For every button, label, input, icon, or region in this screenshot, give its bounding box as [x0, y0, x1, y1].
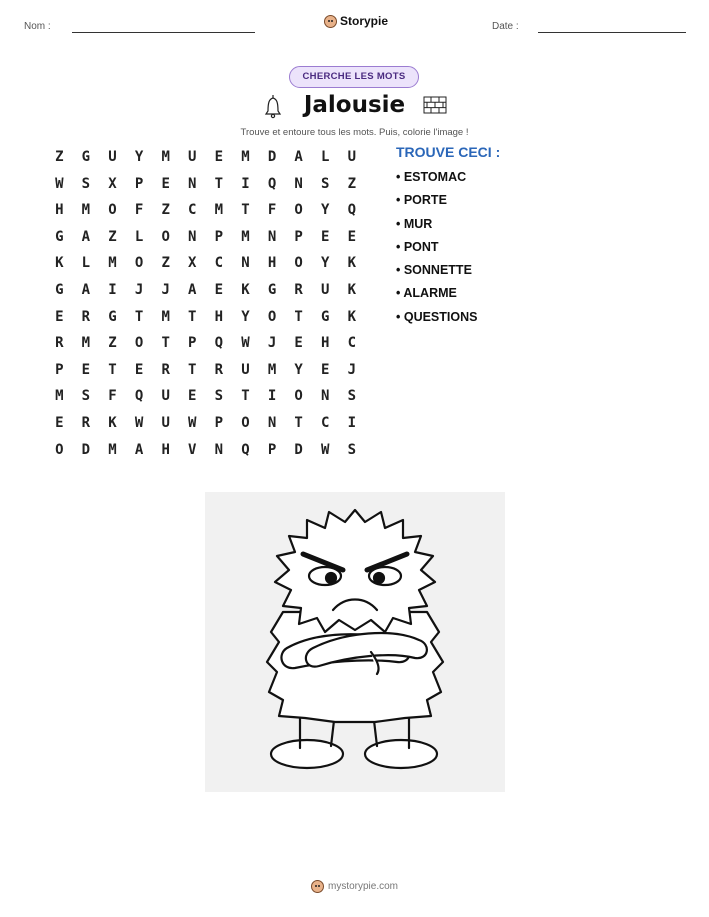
grid-letter: F — [134, 202, 144, 219]
grid-letter: O — [55, 441, 64, 458]
grid-letter: M — [81, 202, 91, 219]
grid-letter: H — [267, 255, 277, 272]
grid-letter: U — [241, 361, 250, 378]
grid-row — [46, 413, 365, 440]
instructions: Trouve et entoure tous les mots. Puis, colorie l'image ! — [240, 127, 469, 138]
grid-letter: A — [81, 228, 91, 245]
grid-letter: Y — [321, 202, 330, 219]
grid-letter: O — [241, 414, 250, 431]
grid-letter: A — [188, 281, 197, 298]
grid-letter: I — [241, 175, 250, 192]
grid-letter: W — [134, 414, 144, 431]
grid-letter: S — [81, 175, 91, 192]
grid-row — [46, 227, 365, 254]
grid-letter: K — [55, 255, 64, 272]
grid-letter: P — [134, 175, 144, 192]
grid-letter: Z — [161, 202, 170, 219]
grid-letter: A — [134, 441, 144, 458]
word-item: • QUESTIONS — [396, 309, 478, 324]
grid-letter: E — [161, 175, 170, 192]
grid-letter: N — [241, 255, 250, 272]
brick-wall-icon — [423, 96, 447, 119]
grid-letter: M — [267, 361, 277, 378]
grid-letter: T — [214, 175, 224, 192]
grid-letter: T — [294, 308, 303, 325]
grid-letter: T — [241, 202, 250, 219]
word-item: • ESTOMAC — [396, 170, 467, 184]
grid-letter: P — [294, 228, 303, 245]
grid-letter: O — [134, 255, 144, 272]
grid-letter: I — [267, 388, 277, 405]
grid-letter: C — [214, 255, 224, 272]
grid-letter: P — [214, 228, 224, 245]
grid-letter: G — [321, 308, 330, 325]
grid-letter: J — [347, 361, 357, 378]
grid-row — [46, 307, 365, 334]
grid-letter: M — [241, 149, 250, 165]
grid-letter: N — [267, 414, 277, 431]
grid-letter: G — [108, 308, 117, 325]
grid-letter: H — [55, 202, 64, 219]
grid-letter: N — [321, 388, 330, 405]
grid-letter: K — [347, 308, 357, 325]
grid-letter: K — [108, 414, 117, 431]
grid-letter: E — [214, 149, 224, 165]
grid-letter: L — [321, 149, 330, 165]
grid-letter: N — [267, 228, 277, 245]
grid-letter: S — [214, 388, 224, 405]
grid-letter: H — [161, 441, 170, 458]
grid-letter: Z — [161, 255, 170, 272]
grid-row — [46, 147, 365, 174]
grid-letter: M — [161, 308, 170, 325]
grid-letter: E — [321, 228, 330, 245]
grid-letter: W — [188, 414, 197, 431]
grid-letter: T — [161, 335, 170, 352]
name-label: Nom : — [24, 21, 51, 32]
grid-letter: T — [108, 361, 117, 378]
grid-letter: P — [55, 361, 64, 378]
grid-letter: X — [108, 175, 117, 192]
grid-letter: N — [214, 441, 224, 458]
grid-letter: K — [347, 255, 357, 272]
grid-letter: M — [214, 202, 224, 219]
grid-letter: A — [294, 149, 303, 165]
grid-letter: Z — [108, 228, 117, 245]
grid-letter: U — [161, 388, 170, 405]
grid-letter: E — [55, 308, 64, 325]
grid-letter: O — [294, 388, 303, 405]
grid-letter: E — [294, 335, 303, 352]
grid-letter: T — [294, 414, 303, 431]
grid-letter: I — [108, 281, 117, 298]
grid-letter: G — [55, 228, 64, 245]
grid-letter: Q — [267, 175, 277, 192]
footer-url: mystorypie.com — [327, 881, 398, 892]
grid-letter: D — [267, 149, 277, 165]
date-label: Date : — [492, 21, 519, 32]
grid-letter: M — [55, 388, 64, 405]
grid-letter: N — [188, 228, 197, 245]
grid-letter: S — [321, 175, 330, 192]
grid-letter: G — [55, 281, 64, 298]
grid-letter: F — [108, 388, 117, 405]
grid-letter: R — [214, 361, 224, 378]
grid-letter: C — [321, 414, 330, 431]
grid-letter: Q — [214, 335, 224, 352]
grid-letter: O — [108, 202, 117, 219]
grid-letter: E — [55, 414, 64, 431]
grid-letter: G — [81, 149, 91, 165]
grid-row — [46, 440, 365, 467]
grid-letter: E — [347, 228, 357, 245]
grid-row — [46, 360, 365, 387]
coloring-illustration — [205, 492, 505, 792]
grid-letter: T — [188, 308, 197, 325]
grid-row — [46, 333, 365, 360]
grid-letter: Y — [294, 361, 303, 378]
word-item: • PONT — [396, 239, 439, 254]
grid-letter: M — [108, 441, 117, 458]
grid-letter: K — [347, 281, 357, 298]
word-item: • SONNETTE — [396, 263, 472, 278]
grid-row — [46, 280, 365, 307]
grid-letter: O — [161, 228, 170, 245]
grid-letter: H — [214, 308, 224, 325]
grid-letter: Y — [241, 308, 250, 325]
grid-letter: M — [161, 149, 170, 165]
grid-letter: D — [294, 441, 303, 458]
grid-letter: U — [188, 149, 197, 165]
grid-letter: T — [134, 308, 144, 325]
grid-row — [46, 200, 365, 227]
grid-letter: Z — [55, 149, 64, 165]
grid-letter: Y — [321, 255, 330, 272]
grid-letter: M — [108, 255, 117, 272]
name-line — [72, 32, 255, 33]
grid-letter: L — [134, 228, 144, 245]
grid-letter: S — [81, 388, 91, 405]
grid-letter: P — [188, 335, 197, 352]
grid-letter: R — [81, 414, 91, 431]
grid-letter: M — [81, 335, 91, 352]
grid-letter: Q — [241, 441, 250, 458]
grid-letter: U — [321, 281, 330, 298]
grid-letter: W — [55, 175, 64, 192]
grid-row — [46, 386, 365, 413]
brand-logo — [324, 14, 388, 28]
grid-letter: I — [347, 414, 357, 431]
grid-letter: E — [214, 281, 224, 298]
word-item: • MUR — [396, 216, 433, 231]
grid-letter: O — [294, 255, 303, 272]
grid-row — [46, 253, 365, 280]
grid-letter: E — [188, 388, 197, 405]
grid-letter: S — [347, 441, 357, 458]
grid-letter: H — [321, 335, 330, 352]
grid-letter: T — [188, 361, 197, 378]
grid-letter: J — [161, 281, 170, 298]
grid-letter: O — [267, 308, 277, 325]
grid-letter: O — [294, 202, 303, 219]
page-title: Jalousie — [303, 92, 406, 118]
grid-letter: Q — [134, 388, 144, 405]
footer — [0, 880, 709, 893]
grumpy-fuzzy-monster-icon — [205, 492, 505, 792]
word-list — [396, 144, 500, 329]
grid-letter: O — [134, 335, 144, 352]
word-item: • ALARME — [396, 286, 457, 301]
letter-grid — [46, 147, 365, 466]
grid-row — [46, 174, 365, 201]
grid-letter: R — [294, 281, 303, 298]
grid-letter: S — [347, 388, 357, 405]
grid-letter: P — [214, 414, 224, 431]
word-list-title: TROUVE CECI : — [396, 144, 501, 160]
grid-letter: U — [108, 149, 117, 165]
grid-letter: L — [81, 255, 91, 272]
grid-letter: Z — [347, 175, 357, 192]
grid-letter: A — [81, 281, 91, 298]
grid-letter: C — [347, 335, 357, 352]
grid-letter: D — [81, 441, 91, 458]
activity-badge: CHERCHE LES MOTS — [289, 66, 419, 88]
grid-letter: Q — [347, 202, 357, 219]
grid-letter: R — [81, 308, 91, 325]
grid-letter: N — [188, 175, 197, 192]
grid-letter: Y — [134, 149, 144, 165]
grid-letter: K — [241, 281, 250, 298]
storypie-mascot-icon — [311, 880, 324, 893]
word-item: • PORTE — [396, 193, 447, 208]
grid-letter: U — [161, 414, 170, 431]
grid-letter: C — [188, 202, 197, 219]
grid-letter: J — [267, 335, 277, 352]
grid-letter: E — [321, 361, 330, 378]
title-row — [0, 92, 709, 118]
grid-letter: E — [81, 361, 91, 378]
grid-letter: W — [321, 441, 330, 458]
grid-letter: J — [134, 281, 144, 298]
grid-letter: N — [294, 175, 303, 192]
grid-letter: X — [188, 255, 197, 272]
grid-letter: W — [241, 335, 250, 352]
grid-letter: T — [241, 388, 250, 405]
grid-letter: Z — [108, 335, 117, 352]
grid-letter: F — [267, 202, 277, 219]
grid-letter: E — [134, 361, 144, 378]
bell-icon — [262, 93, 284, 124]
grid-letter: R — [55, 335, 64, 352]
grid-letter: V — [188, 441, 197, 458]
grid-letter: U — [347, 149, 357, 165]
date-line — [538, 32, 686, 33]
brand-name: Storypie — [340, 14, 389, 28]
grid-letter: G — [267, 281, 277, 298]
storypie-mascot-icon — [324, 15, 337, 28]
grid-letter: R — [161, 361, 170, 378]
grid-letter: P — [267, 441, 277, 458]
grid-letter: M — [241, 228, 250, 245]
